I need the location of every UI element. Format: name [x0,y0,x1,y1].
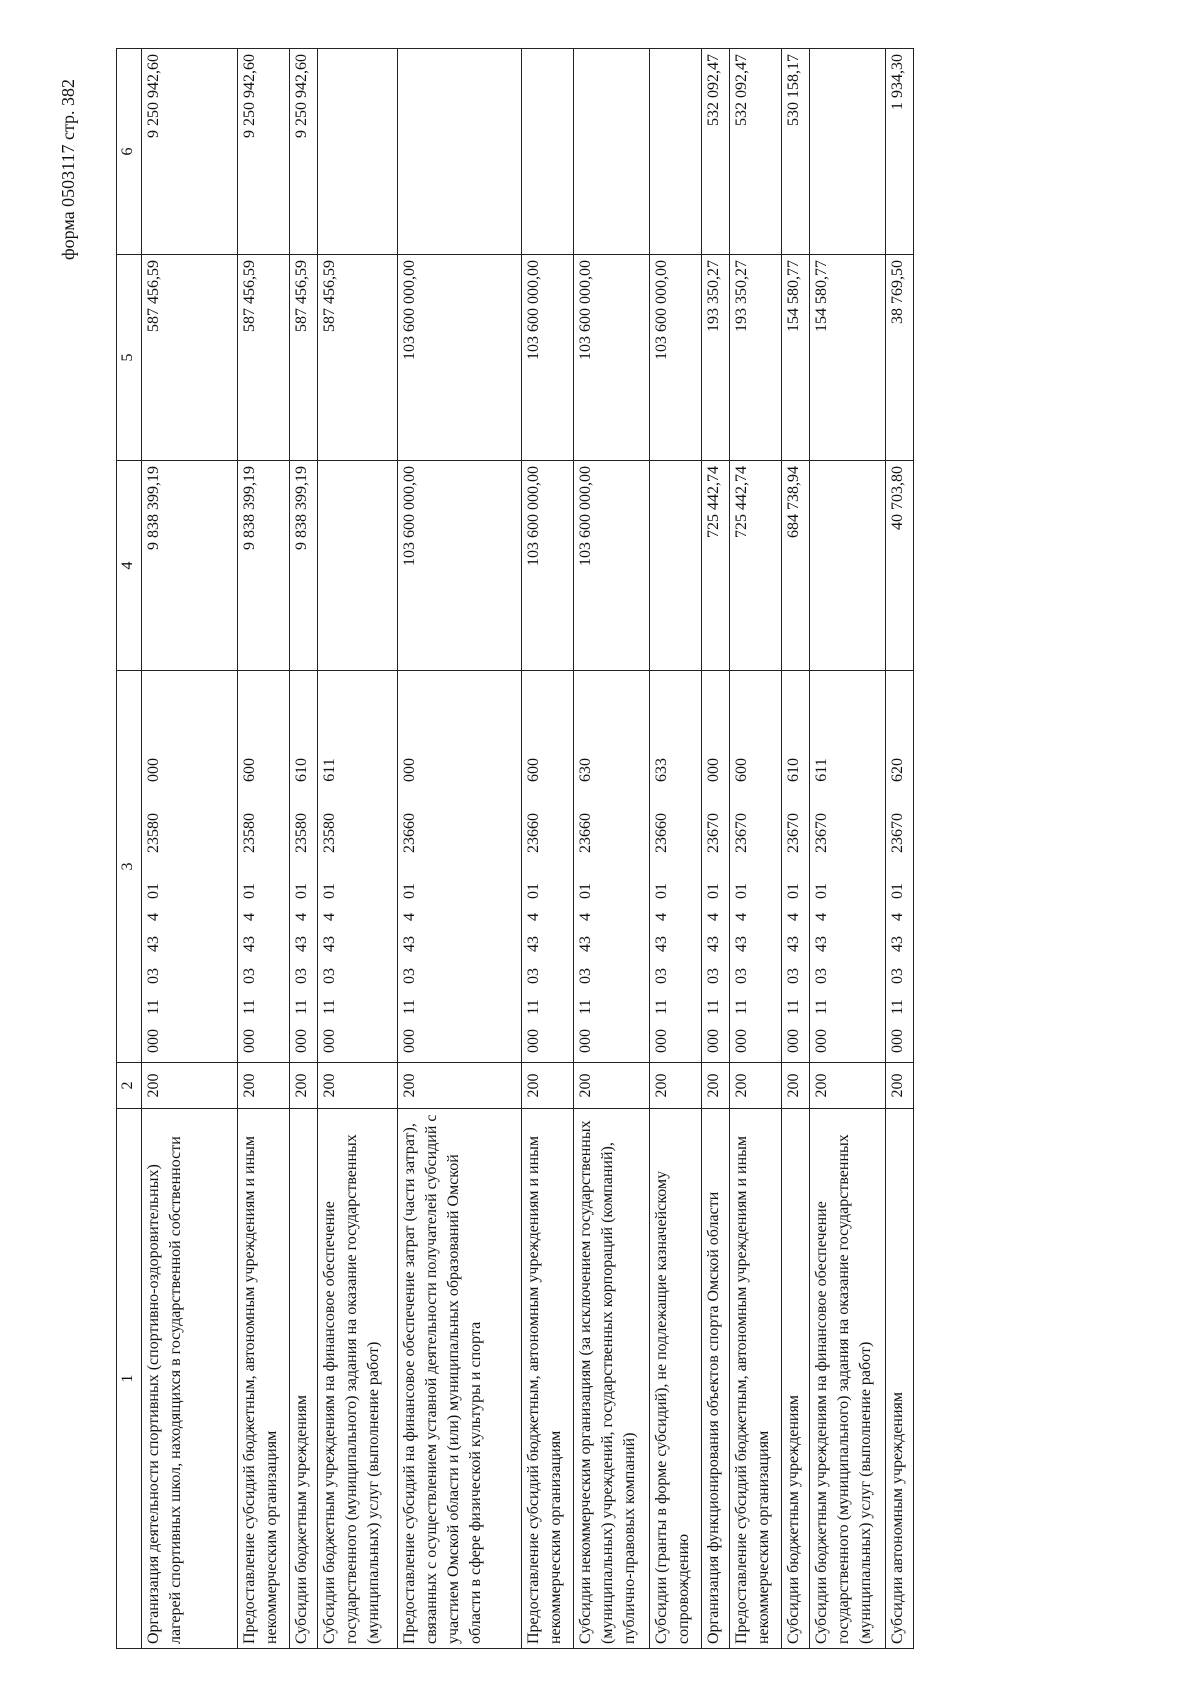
row-code-200: 200 [650,1063,702,1109]
code-segment: 4 [889,913,906,921]
table-row [886,49,914,1649]
rotated-report-page [116,49,1052,1649]
code-segment: 03 [525,968,542,984]
code-segment: 43 [813,936,830,952]
row-amount-col5: 38 769,50 [886,255,914,461]
row-code-200: 200 [782,1063,810,1109]
code-segment: 11 [321,999,338,1015]
row-amount-col6 [318,49,398,255]
code-segment: 630 [577,758,594,782]
code-segment: 000 [401,758,418,782]
code-segment: 11 [525,999,542,1015]
code-segment: 000 [293,1029,310,1053]
row-amount-col4: 103 600 000,00 [574,461,650,671]
code-segment: 03 [813,968,830,984]
row-budget-classification-code [522,671,574,1063]
row-description: Предоставление субсидий на финансовое обеспечение затрат (части затрат), связанных с осуществлением уставной деятельности получателей субсидий с участием Омской области и (или) муниципальных образований Омской области в сфере физической культуры и спорта [398,1109,522,1649]
row-code-200: 200 [702,1063,730,1109]
code-segment: 000 [889,1029,906,1053]
row-amount-col4: 725 442,74 [702,461,730,671]
code-segment: 43 [785,936,802,952]
code-segment: 43 [241,936,258,952]
code-segment: 01 [785,883,802,899]
table-row [238,49,290,1649]
row-amount-col5: 587 456,59 [290,255,318,461]
row-code-200: 200 [238,1063,290,1109]
row-description: Предоставление субсидий бюджетным, автономным учреждениям и иным некоммерческим организациям [522,1109,574,1649]
row-budget-classification-code [702,671,730,1063]
code-segment: 23660 [525,813,542,853]
code-segment: 03 [889,968,906,984]
row-description: Субсидии бюджетным учреждениям на финансовое обеспечение государственного (муниципального) задания на оказание государственных (муниципальных) услуг (выполнение работ) [318,1109,398,1649]
row-code-200: 200 [886,1063,914,1109]
row-budget-classification-code [142,671,238,1063]
row-description: Субсидии некоммерческим организациям (за исключением государственных (муниципальных) учреждений, государственных корпораций (компаний), публично-правовых компаний) [574,1109,650,1649]
table-row [574,49,650,1649]
code-segment: 03 [705,968,722,984]
code-segment: 23660 [401,813,418,853]
code-segment: 23670 [889,813,906,853]
row-description: Организация деятельности спортивных (спортивно-оздоровительных) лагерей спортивных школ, находящихся в государственной собственности [142,1109,238,1649]
code-segment: 01 [145,883,162,899]
code-segment: 01 [813,883,830,899]
code-segment: 23660 [653,813,670,853]
row-amount-col6: 1 934,30 [886,49,914,255]
code-segment: 03 [733,968,750,984]
code-segment: 4 [321,913,338,921]
row-code-200: 200 [810,1063,886,1109]
code-segment: 23670 [733,813,750,853]
code-segment: 43 [321,936,338,952]
row-amount-col6: 9 250 942,60 [238,49,290,255]
row-description: Организация функционирования объектов спорта Омской области [702,1109,730,1649]
row-amount-col6 [810,49,886,255]
code-segment: 000 [525,1029,542,1053]
code-segment: 4 [241,913,258,921]
row-code-200: 200 [142,1063,238,1109]
row-budget-classification-code [886,671,914,1063]
column-header-6: 6 [117,49,142,255]
code-segment: 000 [145,1029,162,1053]
column-header-1: 1 [117,1109,142,1649]
code-segment: 000 [785,1029,802,1053]
code-segment: 000 [145,758,162,782]
row-description: Субсидии автономным учреждениям [886,1109,914,1649]
code-segment: 43 [653,936,670,952]
code-segment: 23670 [705,813,722,853]
code-segment: 11 [889,999,906,1015]
table-row [730,49,782,1649]
code-segment: 23580 [241,813,258,853]
table-row [782,49,810,1649]
row-amount-col5: 103 600 000,00 [650,255,702,461]
row-budget-classification-code [730,671,782,1063]
code-segment: 633 [653,758,670,782]
code-segment: 11 [293,999,310,1015]
code-segment: 43 [145,936,162,952]
code-segment: 23670 [813,813,830,853]
row-amount-col4: 9 838 399,19 [238,461,290,671]
row-amount-col4: 40 703,80 [886,461,914,671]
code-segment: 000 [705,758,722,782]
row-code-200: 200 [730,1063,782,1109]
code-segment: 43 [293,936,310,952]
code-segment: 000 [733,1029,750,1053]
code-segment: 01 [293,883,310,899]
row-budget-classification-code [810,671,886,1063]
row-description: Предоставление субсидий бюджетным, автономным учреждениям и иным некоммерческим организациям [730,1109,782,1649]
row-budget-classification-code [290,671,318,1063]
code-segment: 611 [813,758,830,782]
table-row [398,49,522,1649]
code-segment: 01 [321,883,338,899]
code-segment: 11 [733,999,750,1015]
code-segment: 600 [525,758,542,782]
row-amount-col6: 9 250 942,60 [290,49,318,255]
code-segment: 03 [785,968,802,984]
code-segment: 03 [401,968,418,984]
code-segment: 03 [321,968,338,984]
code-segment: 600 [241,758,258,782]
code-segment: 01 [733,883,750,899]
code-segment: 01 [577,883,594,899]
row-description: Субсидии бюджетным учреждениям на финансовое обеспечение государственного (муниципального) задания на оказание государственных (муниципальных) услуг (выполнение работ) [810,1109,886,1649]
row-amount-col5: 103 600 000,00 [398,255,522,461]
table-row [522,49,574,1649]
code-segment: 000 [401,1029,418,1053]
table-row [810,49,886,1649]
row-code-200: 200 [318,1063,398,1109]
code-segment: 000 [577,1029,594,1053]
column-header-5: 5 [117,255,142,461]
row-amount-col6: 9 250 942,60 [142,49,238,255]
code-segment: 43 [525,936,542,952]
code-segment: 03 [145,968,162,984]
code-segment: 000 [813,1029,830,1053]
row-amount-col4: 725 442,74 [730,461,782,671]
code-segment: 4 [525,913,542,921]
row-amount-col4 [318,461,398,671]
row-amount-col4: 9 838 399,19 [142,461,238,671]
code-segment: 11 [705,999,722,1015]
column-header-2: 2 [117,1063,142,1109]
code-segment: 11 [577,999,594,1015]
table-row [650,49,702,1649]
code-segment: 43 [577,936,594,952]
form-page-header: форма 0503117 стр. 382 [58,78,78,260]
row-amount-col6 [574,49,650,255]
row-amount-col4 [650,461,702,671]
table-row [702,49,730,1649]
code-segment: 4 [577,913,594,921]
code-segment: 11 [241,999,258,1015]
code-segment: 000 [321,1029,338,1053]
row-description: Субсидии бюджетным учреждениям [290,1109,318,1649]
row-amount-col4: 684 738,94 [782,461,810,671]
row-amount-col5: 103 600 000,00 [522,255,574,461]
code-segment: 01 [401,883,418,899]
code-segment: 01 [525,883,542,899]
code-segment: 23580 [321,813,338,853]
row-code-200: 200 [522,1063,574,1109]
row-amount-col4 [810,461,886,671]
code-segment: 4 [705,913,722,921]
table-body [142,49,914,1649]
code-segment: 03 [577,968,594,984]
row-amount-col6 [650,49,702,255]
row-amount-col6 [398,49,522,255]
row-budget-classification-code [238,671,290,1063]
table-row [290,49,318,1649]
code-segment: 4 [813,913,830,921]
row-description: Предоставление субсидий бюджетным, автономным учреждениям и иным некоммерческим организациям [238,1109,290,1649]
code-segment: 23670 [785,813,802,853]
row-amount-col5: 154 580,77 [810,255,886,461]
code-segment: 43 [733,936,750,952]
row-budget-classification-code [782,671,810,1063]
code-segment: 43 [889,936,906,952]
code-segment: 611 [321,758,338,782]
row-code-200: 200 [574,1063,650,1109]
expenditure-table [116,48,914,1649]
code-segment: 610 [293,758,310,782]
row-budget-classification-code [574,671,650,1063]
row-amount-col4: 103 600 000,00 [398,461,522,671]
code-segment: 11 [401,999,418,1015]
row-description: Субсидии (гранты в форме субсидий), не подлежащие казначейскому сопровождению [650,1109,702,1649]
code-segment: 4 [401,913,418,921]
code-segment: 11 [813,999,830,1015]
code-segment: 4 [145,913,162,921]
code-segment: 000 [705,1029,722,1053]
row-amount-col6 [522,49,574,255]
row-amount-col6: 530 158,17 [782,49,810,255]
code-segment: 4 [293,913,310,921]
table-row [142,49,238,1649]
code-segment: 43 [401,936,418,952]
code-segment: 01 [241,883,258,899]
code-segment: 03 [653,968,670,984]
row-amount-col4: 9 838 399,19 [290,461,318,671]
column-header-4: 4 [117,461,142,671]
code-segment: 600 [733,758,750,782]
code-segment: 000 [653,1029,670,1053]
code-segment: 43 [705,936,722,952]
code-segment: 23580 [293,813,310,853]
code-segment: 23660 [577,813,594,853]
row-amount-col5: 193 350,27 [702,255,730,461]
row-amount-col5: 154 580,77 [782,255,810,461]
row-amount-col5: 587 456,59 [142,255,238,461]
row-description: Субсидии бюджетным учреждениям [782,1109,810,1649]
code-segment: 03 [241,968,258,984]
code-segment: 4 [653,913,670,921]
column-header-3: 3 [117,671,142,1063]
code-segment: 23580 [145,813,162,853]
code-segment: 4 [785,913,802,921]
row-budget-classification-code [398,671,522,1063]
code-segment: 11 [653,999,670,1015]
code-segment: 11 [145,999,162,1015]
column-number-row [117,49,142,1649]
row-amount-col4: 103 600 000,00 [522,461,574,671]
row-amount-col6: 532 092,47 [702,49,730,255]
row-budget-classification-code [650,671,702,1063]
row-code-200: 200 [290,1063,318,1109]
row-amount-col5: 193 350,27 [730,255,782,461]
row-code-200: 200 [398,1063,522,1109]
code-segment: 03 [293,968,310,984]
table-row [318,49,398,1649]
code-segment: 000 [241,1029,258,1053]
code-segment: 01 [653,883,670,899]
row-amount-col6: 532 092,47 [730,49,782,255]
code-segment: 610 [785,758,802,782]
code-segment: 01 [705,883,722,899]
code-segment: 01 [889,883,906,899]
row-amount-col5: 587 456,59 [238,255,290,461]
code-segment: 620 [889,758,906,782]
row-amount-col5: 587 456,59 [318,255,398,461]
code-segment: 11 [785,999,802,1015]
row-budget-classification-code [318,671,398,1063]
row-amount-col5: 103 600 000,00 [574,255,650,461]
code-segment: 4 [733,913,750,921]
